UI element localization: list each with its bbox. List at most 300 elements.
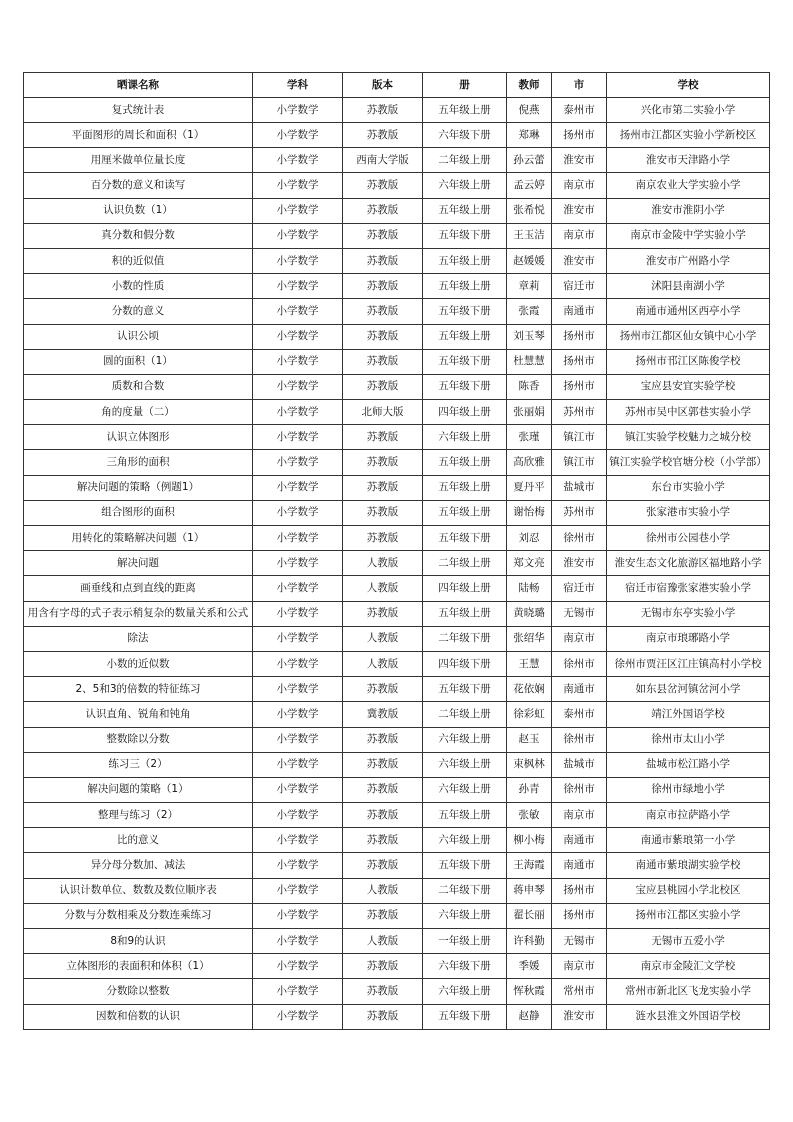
volume-cell: 五年级上册	[423, 98, 507, 123]
teacher-cell: 张绍华	[507, 626, 552, 651]
school-cell: 徐州市贾汪区江庄镇高村小学校	[607, 651, 770, 676]
course-name-cell: 角的度量（二）	[24, 400, 253, 425]
teacher-cell: 黄晓璐	[507, 601, 552, 626]
city-cell: 泰州市	[552, 702, 607, 727]
teacher-cell: 张霞	[507, 299, 552, 324]
volume-cell: 二年级下册	[423, 626, 507, 651]
course-name-cell: 整理与练习（2）	[24, 803, 253, 828]
school-cell: 盐城市松江路小学	[607, 752, 770, 777]
school-cell: 南通市通州区西亭小学	[607, 299, 770, 324]
school-cell: 无锡市五爱小学	[607, 929, 770, 954]
edition-cell: 人教版	[343, 929, 423, 954]
subject-cell: 小学数学	[253, 878, 343, 903]
teacher-cell: 王慧	[507, 651, 552, 676]
lesson-table	[23, 72, 770, 1030]
city-cell: 南通市	[552, 299, 607, 324]
course-name-cell: 复式统计表	[24, 98, 253, 123]
volume-cell: 二年级下册	[423, 878, 507, 903]
table-row	[24, 299, 770, 324]
course-name-cell: 组合图形的面积	[24, 500, 253, 525]
subject-cell: 小学数学	[253, 349, 343, 374]
teacher-cell: 陆畅	[507, 576, 552, 601]
volume-cell: 二年级上册	[423, 551, 507, 576]
volume-cell: 二年级上册	[423, 702, 507, 727]
city-cell: 苏州市	[552, 500, 607, 525]
school-cell: 徐州市绿地小学	[607, 777, 770, 802]
volume-cell: 五年级下册	[423, 374, 507, 399]
table-row	[24, 475, 770, 500]
subject-cell: 小学数学	[253, 677, 343, 702]
city-cell: 无锡市	[552, 929, 607, 954]
course-name-cell: 圆的面积（1）	[24, 349, 253, 374]
teacher-cell: 束枫林	[507, 752, 552, 777]
volume-cell: 六年级上册	[423, 903, 507, 928]
volume-cell: 五年级下册	[423, 349, 507, 374]
city-cell: 淮安市	[552, 148, 607, 173]
subject-cell: 小学数学	[253, 702, 343, 727]
teacher-cell: 陈香	[507, 374, 552, 399]
teacher-cell: 章莉	[507, 274, 552, 299]
table-row	[24, 374, 770, 399]
table-row	[24, 324, 770, 349]
table-row	[24, 626, 770, 651]
teacher-cell: 恽秋霞	[507, 979, 552, 1004]
edition-cell: 苏教版	[343, 223, 423, 248]
volume-cell: 五年级下册	[423, 1004, 507, 1029]
teacher-cell: 郑琳	[507, 123, 552, 148]
table-row	[24, 803, 770, 828]
volume-cell: 五年级上册	[423, 248, 507, 273]
volume-cell: 五年级上册	[423, 500, 507, 525]
city-cell: 南京市	[552, 173, 607, 198]
school-cell: 无锡市东亭实验小学	[607, 601, 770, 626]
subject-cell: 小学数学	[253, 979, 343, 1004]
table-header-row	[24, 73, 770, 98]
table-row	[24, 702, 770, 727]
teacher-cell: 张敏	[507, 803, 552, 828]
course-name-cell: 平面图形的周长和面积（1）	[24, 123, 253, 148]
course-name-cell: 整数除以分数	[24, 727, 253, 752]
school-cell: 徐州市太山小学	[607, 727, 770, 752]
teacher-cell: 季媛	[507, 954, 552, 979]
volume-cell: 五年级下册	[423, 853, 507, 878]
volume-cell: 五年级上册	[423, 803, 507, 828]
school-cell: 兴化市第二实验小学	[607, 98, 770, 123]
school-cell: 涟水县淮文外国语学校	[607, 1004, 770, 1029]
table-row	[24, 954, 770, 979]
course-name-cell: 分数除以整数	[24, 979, 253, 1004]
teacher-cell: 倪燕	[507, 98, 552, 123]
school-cell: 宝应县桃园小学北校区	[607, 878, 770, 903]
subject-cell: 小学数学	[253, 425, 343, 450]
volume-cell: 五年级下册	[423, 299, 507, 324]
school-cell: 徐州市公园巷小学	[607, 526, 770, 551]
school-cell: 南京市琅琊路小学	[607, 626, 770, 651]
edition-cell: 苏教版	[343, 727, 423, 752]
volume-cell: 六年级上册	[423, 777, 507, 802]
header-edition: 版本	[343, 73, 423, 98]
course-name-cell: 练习三（2）	[24, 752, 253, 777]
course-name-cell: 百分数的意义和读写	[24, 173, 253, 198]
edition-cell: 人教版	[343, 878, 423, 903]
subject-cell: 小学数学	[253, 98, 343, 123]
city-cell: 泰州市	[552, 98, 607, 123]
subject-cell: 小学数学	[253, 929, 343, 954]
table-row	[24, 223, 770, 248]
school-cell: 南京市金陵汇文学校	[607, 954, 770, 979]
school-cell: 扬州市邗江区陈俊学校	[607, 349, 770, 374]
teacher-cell: 赵静	[507, 1004, 552, 1029]
header-teacher: 教师	[507, 73, 552, 98]
table-row	[24, 727, 770, 752]
subject-cell: 小学数学	[253, 903, 343, 928]
volume-cell: 四年级下册	[423, 651, 507, 676]
school-cell: 常州市新北区飞龙实验小学	[607, 979, 770, 1004]
course-name-cell: 画垂线和点到直线的距离	[24, 576, 253, 601]
edition-cell: 苏教版	[343, 98, 423, 123]
city-cell: 镇江市	[552, 450, 607, 475]
table-row	[24, 123, 770, 148]
volume-cell: 五年级下册	[423, 223, 507, 248]
city-cell: 南通市	[552, 677, 607, 702]
subject-cell: 小学数学	[253, 148, 343, 173]
table-row	[24, 752, 770, 777]
subject-cell: 小学数学	[253, 853, 343, 878]
subject-cell: 小学数学	[253, 173, 343, 198]
table-row	[24, 979, 770, 1004]
course-name-cell: 分数的意义	[24, 299, 253, 324]
course-name-cell: 三角形的面积	[24, 450, 253, 475]
table-row	[24, 248, 770, 273]
city-cell: 南京市	[552, 626, 607, 651]
course-name-cell: 2、5和3的倍数的特征练习	[24, 677, 253, 702]
subject-cell: 小学数学	[253, 299, 343, 324]
course-name-cell: 立体图形的表面积和体积（1）	[24, 954, 253, 979]
subject-cell: 小学数学	[253, 374, 343, 399]
school-cell: 南京农业大学实验小学	[607, 173, 770, 198]
city-cell: 南京市	[552, 803, 607, 828]
table-row	[24, 551, 770, 576]
edition-cell: 苏教版	[343, 450, 423, 475]
volume-cell: 六年级上册	[423, 752, 507, 777]
edition-cell: 苏教版	[343, 853, 423, 878]
city-cell: 南通市	[552, 828, 607, 853]
subject-cell: 小学数学	[253, 727, 343, 752]
edition-cell: 苏教版	[343, 903, 423, 928]
edition-cell: 苏教版	[343, 475, 423, 500]
city-cell: 常州市	[552, 979, 607, 1004]
table-row	[24, 677, 770, 702]
table-row	[24, 98, 770, 123]
school-cell: 如东县岔河镇岔河小学	[607, 677, 770, 702]
edition-cell: 西南大学版	[343, 148, 423, 173]
volume-cell: 六年级下册	[423, 123, 507, 148]
teacher-cell: 谢怡梅	[507, 500, 552, 525]
city-cell: 徐州市	[552, 651, 607, 676]
subject-cell: 小学数学	[253, 475, 343, 500]
course-name-cell: 认识直角、锐角和钝角	[24, 702, 253, 727]
city-cell: 徐州市	[552, 777, 607, 802]
school-cell: 淮安市淮阴小学	[607, 198, 770, 223]
header-subject: 学科	[253, 73, 343, 98]
course-name-cell: 小数的近似数	[24, 651, 253, 676]
subject-cell: 小学数学	[253, 551, 343, 576]
school-cell: 南京市金陵中学实验小学	[607, 223, 770, 248]
course-name-cell: 质数和合数	[24, 374, 253, 399]
course-name-cell: 小数的性质	[24, 274, 253, 299]
table-row	[24, 853, 770, 878]
table-row	[24, 450, 770, 475]
volume-cell: 五年级上册	[423, 324, 507, 349]
table-row	[24, 1004, 770, 1029]
course-name-cell: 认识公顷	[24, 324, 253, 349]
edition-cell: 人教版	[343, 576, 423, 601]
teacher-cell: 刘忍	[507, 526, 552, 551]
teacher-cell: 王海霞	[507, 853, 552, 878]
edition-cell: 苏教版	[343, 979, 423, 1004]
subject-cell: 小学数学	[253, 752, 343, 777]
course-name-cell: 积的近似值	[24, 248, 253, 273]
subject-cell: 小学数学	[253, 223, 343, 248]
edition-cell: 苏教版	[343, 274, 423, 299]
teacher-cell: 孟云婷	[507, 173, 552, 198]
volume-cell: 五年级下册	[423, 526, 507, 551]
table-row	[24, 148, 770, 173]
teacher-cell: 杜慧慧	[507, 349, 552, 374]
volume-cell: 五年级上册	[423, 450, 507, 475]
table-row	[24, 576, 770, 601]
teacher-cell: 蒋申琴	[507, 878, 552, 903]
school-cell: 南通市紫琅湖实验学校	[607, 853, 770, 878]
edition-cell: 苏教版	[343, 123, 423, 148]
teacher-cell: 孙青	[507, 777, 552, 802]
school-cell: 淮安市天津路小学	[607, 148, 770, 173]
course-name-cell: 认识计数单位、数数及数位顺序表	[24, 878, 253, 903]
course-name-cell: 分数与分数相乘及分数连乘练习	[24, 903, 253, 928]
teacher-cell: 花依娴	[507, 677, 552, 702]
subject-cell: 小学数学	[253, 954, 343, 979]
volume-cell: 五年级上册	[423, 475, 507, 500]
teacher-cell: 许科勤	[507, 929, 552, 954]
course-name-cell: 解决问题的策略（1）	[24, 777, 253, 802]
city-cell: 宿迁市	[552, 576, 607, 601]
course-name-cell: 认识立体图形	[24, 425, 253, 450]
city-cell: 扬州市	[552, 349, 607, 374]
school-cell: 沭阳县南湖小学	[607, 274, 770, 299]
volume-cell: 四年级上册	[423, 576, 507, 601]
city-cell: 南京市	[552, 954, 607, 979]
course-name-cell: 异分母分数加、减法	[24, 853, 253, 878]
table-row	[24, 903, 770, 928]
table-row	[24, 425, 770, 450]
school-cell: 苏州市吴中区郭巷实验小学	[607, 400, 770, 425]
city-cell: 扬州市	[552, 123, 607, 148]
volume-cell: 六年级上册	[423, 173, 507, 198]
edition-cell: 苏教版	[343, 777, 423, 802]
edition-cell: 苏教版	[343, 173, 423, 198]
edition-cell: 苏教版	[343, 601, 423, 626]
school-cell: 张家港市实验小学	[607, 500, 770, 525]
course-name-cell: 解决问题	[24, 551, 253, 576]
table-row	[24, 878, 770, 903]
city-cell: 南京市	[552, 223, 607, 248]
teacher-cell: 张希悦	[507, 198, 552, 223]
school-cell: 淮安生态文化旅游区福地路小学	[607, 551, 770, 576]
edition-cell: 苏教版	[343, 324, 423, 349]
edition-cell: 苏教版	[343, 828, 423, 853]
school-cell: 宝应县安宜实验学校	[607, 374, 770, 399]
subject-cell: 小学数学	[253, 274, 343, 299]
city-cell: 宿迁市	[552, 274, 607, 299]
volume-cell: 二年级上册	[423, 148, 507, 173]
header-city: 市	[552, 73, 607, 98]
header-course-name: 晒课名称	[24, 73, 253, 98]
subject-cell: 小学数学	[253, 198, 343, 223]
table-row	[24, 651, 770, 676]
subject-cell: 小学数学	[253, 500, 343, 525]
edition-cell: 苏教版	[343, 677, 423, 702]
school-cell: 镇江实验学校魅力之城分校	[607, 425, 770, 450]
teacher-cell: 张瑾	[507, 425, 552, 450]
school-cell: 东台市实验小学	[607, 475, 770, 500]
volume-cell: 四年级上册	[423, 400, 507, 425]
course-name-cell: 解决问题的策略（例题1）	[24, 475, 253, 500]
city-cell: 淮安市	[552, 551, 607, 576]
course-name-cell: 用转化的策略解决问题（1）	[24, 526, 253, 551]
edition-cell: 苏教版	[343, 374, 423, 399]
school-cell: 镇江实验学校官塘分校（小学部）	[607, 450, 770, 475]
edition-cell: 苏教版	[343, 248, 423, 273]
teacher-cell: 赵玉	[507, 727, 552, 752]
teacher-cell: 柳小梅	[507, 828, 552, 853]
table-row	[24, 929, 770, 954]
teacher-cell: 郑文亮	[507, 551, 552, 576]
edition-cell: 苏教版	[343, 954, 423, 979]
city-cell: 扬州市	[552, 374, 607, 399]
table-row	[24, 500, 770, 525]
course-name-cell: 真分数和假分数	[24, 223, 253, 248]
edition-cell: 苏教版	[343, 1004, 423, 1029]
edition-cell: 北师大版	[343, 400, 423, 425]
city-cell: 苏州市	[552, 400, 607, 425]
city-cell: 镇江市	[552, 425, 607, 450]
school-cell: 宿迁市宿豫张家港实验小学	[607, 576, 770, 601]
city-cell: 淮安市	[552, 248, 607, 273]
table-row	[24, 601, 770, 626]
subject-cell: 小学数学	[253, 526, 343, 551]
table-row	[24, 274, 770, 299]
teacher-cell: 赵媛媛	[507, 248, 552, 273]
city-cell: 盐城市	[552, 752, 607, 777]
volume-cell: 五年级上册	[423, 198, 507, 223]
edition-cell: 苏教版	[343, 803, 423, 828]
volume-cell: 六年级上册	[423, 828, 507, 853]
edition-cell: 人教版	[343, 651, 423, 676]
city-cell: 淮安市	[552, 198, 607, 223]
volume-cell: 六年级上册	[423, 425, 507, 450]
subject-cell: 小学数学	[253, 248, 343, 273]
city-cell: 盐城市	[552, 475, 607, 500]
header-volume: 册	[423, 73, 507, 98]
volume-cell: 六年级下册	[423, 954, 507, 979]
school-cell: 扬州市江都区仙女镇中心小学	[607, 324, 770, 349]
edition-cell: 人教版	[343, 626, 423, 651]
course-name-cell: 比的意义	[24, 828, 253, 853]
teacher-cell: 刘玉琴	[507, 324, 552, 349]
edition-cell: 苏教版	[343, 198, 423, 223]
course-name-cell: 8和9的认识	[24, 929, 253, 954]
edition-cell: 人教版	[343, 551, 423, 576]
subject-cell: 小学数学	[253, 400, 343, 425]
course-name-cell: 除法	[24, 626, 253, 651]
subject-cell: 小学数学	[253, 450, 343, 475]
school-cell: 靖江外国语学校	[607, 702, 770, 727]
table-row	[24, 828, 770, 853]
table-row	[24, 173, 770, 198]
volume-cell: 五年级下册	[423, 677, 507, 702]
table-row	[24, 777, 770, 802]
teacher-cell: 孙云蕾	[507, 148, 552, 173]
table-row	[24, 400, 770, 425]
subject-cell: 小学数学	[253, 626, 343, 651]
table-row	[24, 198, 770, 223]
subject-cell: 小学数学	[253, 324, 343, 349]
teacher-cell: 夏丹平	[507, 475, 552, 500]
city-cell: 扬州市	[552, 878, 607, 903]
school-cell: 南通市紫琅第一小学	[607, 828, 770, 853]
course-name-cell: 认识负数（1）	[24, 198, 253, 223]
school-cell: 扬州市江都区实验小学新校区	[607, 123, 770, 148]
edition-cell: 苏教版	[343, 526, 423, 551]
edition-cell: 苏教版	[343, 299, 423, 324]
header-school: 学校	[607, 73, 770, 98]
subject-cell: 小学数学	[253, 803, 343, 828]
city-cell: 徐州市	[552, 526, 607, 551]
city-cell: 南通市	[552, 853, 607, 878]
volume-cell: 五年级上册	[423, 274, 507, 299]
subject-cell: 小学数学	[253, 828, 343, 853]
table-row	[24, 526, 770, 551]
table-row	[24, 349, 770, 374]
city-cell: 淮安市	[552, 1004, 607, 1029]
edition-cell: 苏教版	[343, 752, 423, 777]
teacher-cell: 翟长丽	[507, 903, 552, 928]
teacher-cell: 高欣雅	[507, 450, 552, 475]
volume-cell: 五年级上册	[423, 601, 507, 626]
school-cell: 淮安市广州路小学	[607, 248, 770, 273]
city-cell: 徐州市	[552, 727, 607, 752]
city-cell: 扬州市	[552, 903, 607, 928]
subject-cell: 小学数学	[253, 651, 343, 676]
volume-cell: 六年级上册	[423, 979, 507, 1004]
volume-cell: 一年级上册	[423, 929, 507, 954]
subject-cell: 小学数学	[253, 123, 343, 148]
teacher-cell: 王玉洁	[507, 223, 552, 248]
edition-cell: 冀教版	[343, 702, 423, 727]
teacher-cell: 张丽娟	[507, 400, 552, 425]
volume-cell: 六年级上册	[423, 727, 507, 752]
subject-cell: 小学数学	[253, 777, 343, 802]
city-cell: 扬州市	[552, 324, 607, 349]
school-cell: 南京市拉萨路小学	[607, 803, 770, 828]
city-cell: 无锡市	[552, 601, 607, 626]
subject-cell: 小学数学	[253, 576, 343, 601]
school-cell: 扬州市江都区实验小学	[607, 903, 770, 928]
course-name-cell: 因数和倍数的认识	[24, 1004, 253, 1029]
edition-cell: 苏教版	[343, 500, 423, 525]
teacher-cell: 徐彩虹	[507, 702, 552, 727]
subject-cell: 小学数学	[253, 1004, 343, 1029]
